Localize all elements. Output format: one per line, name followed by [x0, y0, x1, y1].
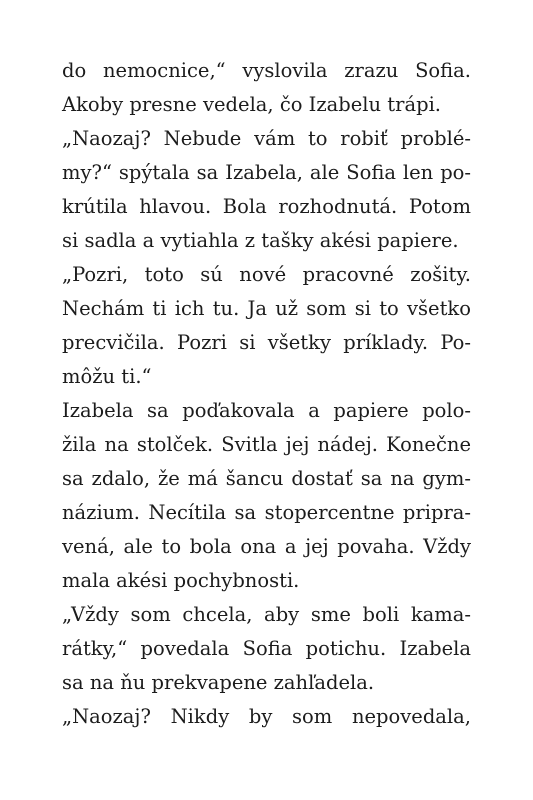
text-line: si sadla a vytiahla z tašky akési papiere. [62, 229, 459, 252]
text-line: krútila hlavou. Bola rozhodnutá. Potom [62, 195, 471, 218]
text-line: Akoby presne vedela, čo Izabelu trápi. [62, 93, 442, 116]
text-line: sa na ňu prekvapene zahľadela. [62, 671, 375, 694]
text-line: my?“ spýtala sa Izabela, ale Sofia len po- [62, 161, 471, 184]
paragraph [62, 700, 471, 734]
page-text [62, 54, 471, 734]
text-line: vená, ale to bola ona a jej povaha. Vždy [62, 535, 471, 558]
paragraph [62, 54, 471, 122]
text-line: „Pozri, toto sú nové pracovné zošity. [62, 263, 471, 286]
text-line: „Naozaj? Nikdy by som nepovedala, [62, 705, 471, 728]
text-line: rátky,“ povedala Sofia potichu. Izabela [62, 637, 471, 660]
text-line: „Naozaj? Nebude vám to robiť problé- [62, 127, 471, 150]
text-line: môžu ti.“ [62, 365, 152, 388]
text-line: do nemocnice,“ vyslovila zrazu Sofia. [62, 59, 471, 82]
paragraph [62, 598, 471, 700]
text-line: mala akési pochybnosti. [62, 569, 300, 592]
text-line: precvičila. Pozri si všetky príklady. Po- [62, 331, 471, 354]
paragraph [62, 394, 471, 598]
text-line: „Vždy som chcela, aby sme boli kama- [62, 603, 471, 626]
paragraph [62, 122, 471, 258]
text-line: sa zdalo, že má šancu dostať sa na gym- [62, 467, 471, 490]
text-line: Nechám ti ich tu. Ja už som si to všetko [62, 297, 471, 320]
text-line: názium. Necítila sa stopercentne pripra- [62, 501, 471, 524]
paragraph [62, 258, 471, 394]
text-line: Izabela sa poďakovala a papiere polo- [62, 399, 471, 422]
text-line: žila na stolček. Svitla jej nádej. Konečne [62, 433, 471, 456]
